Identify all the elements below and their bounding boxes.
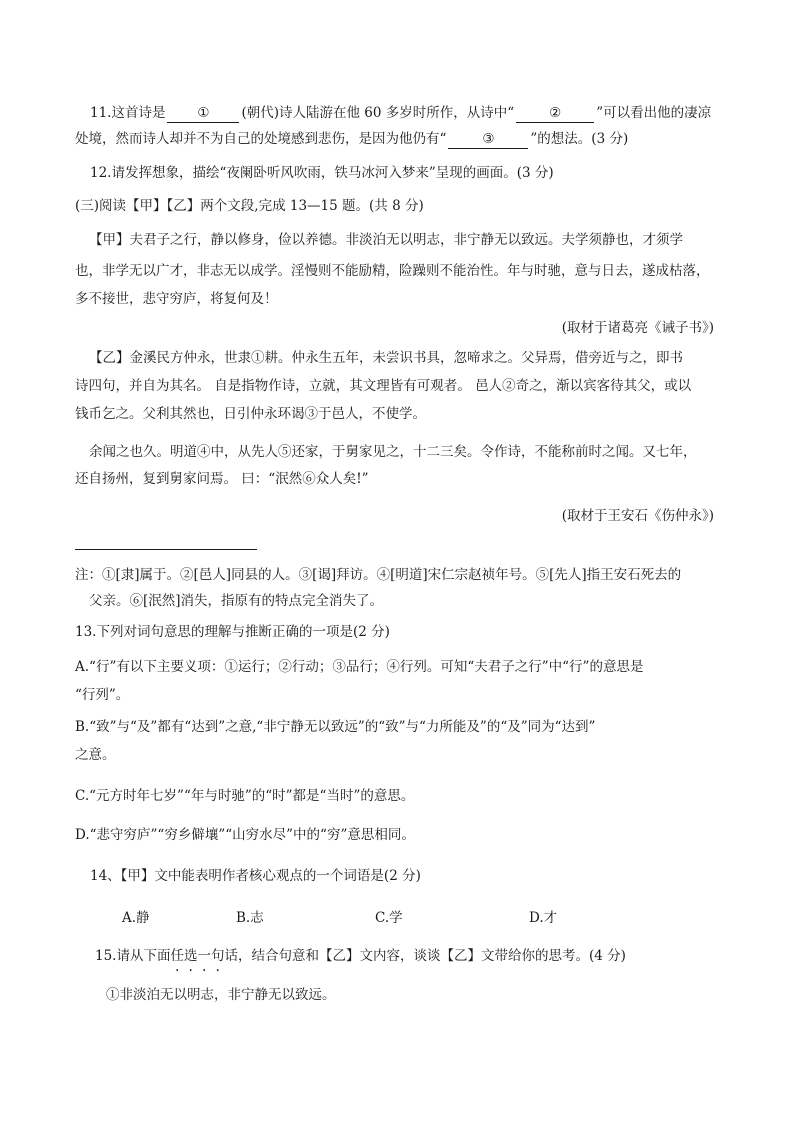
q14-stem: 14、【甲】文中能表明作者核心观点的一个词语是(2 分) xyxy=(90,868,421,884)
yi-line-3: 钱币乞之。父利其然也，日引仲永环谒③于邑人，不使学。 xyxy=(75,406,426,422)
q13-option-b-line1: B.“致”与“及”都有“达到”之意,“非宁静无以致远”的“致”与“力所能及”的“及”同为“达到” xyxy=(75,719,596,735)
q11-line2: 处境，然而诗人却并不为自己的处境感到悲伤，是因为他仍有“ ③ ”的想法。(3 分) xyxy=(75,131,629,147)
q13-option-a-line1: A.“行”有以下主要义项：①运行；②行动；③品行；④行列。可知“夫君子之行”中“行”的意思是 xyxy=(75,659,644,675)
answer-blank-2[interactable]: ② xyxy=(516,105,594,123)
q14-option-b: B.志 xyxy=(236,910,264,926)
notes-divider xyxy=(75,549,257,550)
q13-option-a-line2: “行列”。 xyxy=(75,687,130,703)
q14-option-c: C.学 xyxy=(375,910,403,926)
yi-line-2: 诗四句，并自为其名。 自是指物作诗，立就，其文理皆有可观者。 邑人②奇之，渐以宾客待其父，或以 xyxy=(75,378,692,394)
jia-line-3: 多不接世，悲守穷庐，将复何及！ xyxy=(75,291,278,307)
q13-option-b-line2: 之意。 xyxy=(75,747,116,763)
section-3-heading: (三)阅读【甲】【乙】两个文段,完成 13—15 题。(共 8 分) xyxy=(75,198,424,214)
emphasis-char: 句 xyxy=(210,948,225,964)
notes-line-1: 注：①[隶]属于。②[邑人]同县的人。③[谒]拜访。④[明道]宋仁宗赵祯年号。⑤[先人]指王安石死去的 xyxy=(75,567,682,583)
q13-option-c: C.“元方时年七岁”“年与时驰”的“时”都是“当时”的意思。 xyxy=(75,788,415,804)
q12-text: 12.请发挥想象，描绘“夜阑卧听风吹雨，铁马冰河入梦来”呈现的画面。(3 分) xyxy=(90,165,554,181)
emphasis-char: 一 xyxy=(197,948,211,964)
yi-source: (取材于王安石《伤仲永》) xyxy=(561,508,714,524)
answer-blank-3[interactable]: ③ xyxy=(448,131,528,149)
answer-blank-1[interactable]: ① xyxy=(167,105,239,123)
q14-option-d: D.才 xyxy=(529,910,558,926)
yi-line-4: 余闻之也久。明道④中，从先人⑤还家，于舅家见之，十二三矣。令作诗，不能称前时之闻。又七年， xyxy=(89,444,697,460)
yi-line-5: 还自扬州，复到舅家问焉。 曰：“泯然⑥众人矣!” xyxy=(75,471,369,487)
emphasis-char: 选 xyxy=(183,948,198,964)
yi-line-1: 【乙】金溪民方仲永，世隶①耕。仲永生五年，未尝识书具，忽啼求之。父异焉，借旁近与之，即书 xyxy=(89,350,683,366)
q13-option-d: D.“悲守穷庐”“穷乡僻壤”“山穷水尽”中的“穷”意思相同。 xyxy=(75,827,415,843)
jia-line-2: 也，非学无以广才，非志无以成学。淫慢则不能励精，险躁则不能治性。年与时驰，意与日去，遂成枯落， xyxy=(75,263,710,279)
notes-line-2: 父亲。⑥[泯然]消失，指原有的特点完全消失了。 xyxy=(89,593,384,609)
q13-stem: 13.下列对词句意思的理解与推断正确的一项是(2 分) xyxy=(75,624,390,640)
q15-item-1: ①非淡泊无以明志，非宁静无以致远。 xyxy=(106,987,336,1003)
q15-stem: 15.请从下面任选一句话，结合句意和【乙】文内容，谈谈【乙】文带给你的思考。(4 分) xyxy=(95,948,626,964)
emphasis-char: 任 xyxy=(170,948,184,964)
q14-option-a: A.静 xyxy=(122,910,150,926)
jia-source: (取材于诸葛亮《诫子书》) xyxy=(561,320,714,336)
q11-line1: 11.这首诗是 ① (朝代)诗人陆游在他 60 多岁时所作，从诗中“ ② ”可以看出他的凄凉 xyxy=(90,105,712,121)
jia-line-1: 【甲】夫君子之行，静以修身，俭以养德。非淡泊无以明志，非宁静无以致远。夫学须静也，才须学 xyxy=(89,232,683,248)
